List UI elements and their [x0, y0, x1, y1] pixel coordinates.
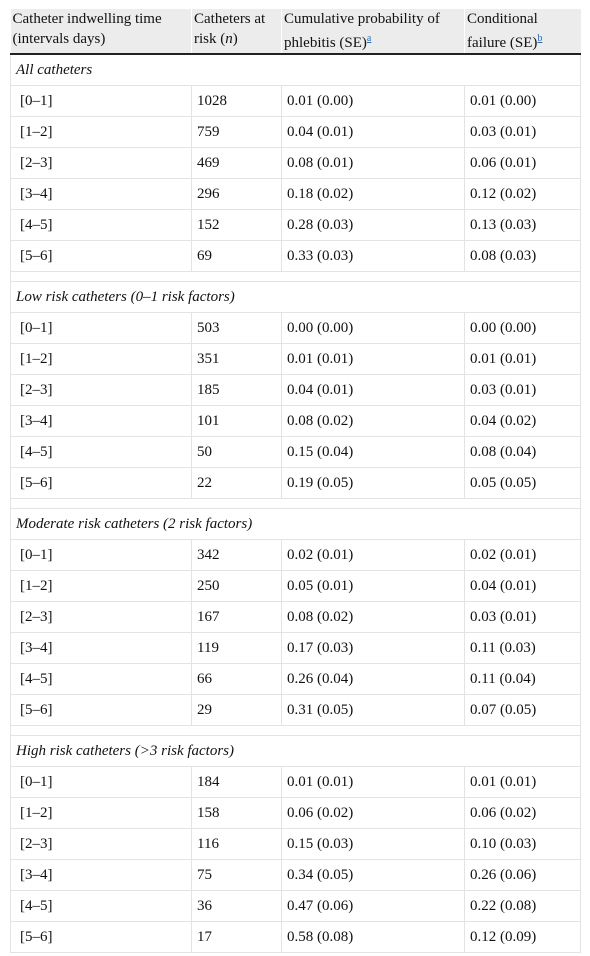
cumulative-probability-cell: 0.01 (0.01) — [282, 344, 465, 375]
header-catheters-at-risk — [192, 9, 282, 54]
table-row — [11, 210, 581, 241]
group-title: All catheters — [11, 54, 581, 86]
header-catheters-prefix: Catheters at risk ( — [194, 11, 266, 47]
interval-cell: [0–1] — [11, 540, 192, 571]
conditional-failure-cell: 0.11 (0.04) — [465, 664, 581, 695]
cumulative-probability-cell: 0.33 (0.03) — [282, 241, 465, 272]
group-spacer — [11, 726, 581, 736]
table-row — [11, 860, 581, 891]
group-heading-row — [11, 282, 581, 313]
conditional-failure-cell: 0.13 (0.03) — [465, 210, 581, 241]
interval-cell: [5–6] — [11, 922, 192, 953]
interval-cell: [2–3] — [11, 602, 192, 633]
group-heading-row — [11, 54, 581, 86]
table-row — [11, 241, 581, 272]
interval-cell: [3–4] — [11, 633, 192, 664]
interval-cell: [5–6] — [11, 695, 192, 726]
interval-cell: [1–2] — [11, 117, 192, 148]
interval-cell: [3–4] — [11, 406, 192, 437]
header-cumulative-label: Cumulative probability of phlebitis (SE) — [284, 11, 440, 51]
cumulative-probability-cell: 0.08 (0.02) — [282, 406, 465, 437]
table-row — [11, 117, 581, 148]
header-conditional-label: Conditional failure (SE) — [467, 11, 538, 51]
interval-cell: [4–5] — [11, 210, 192, 241]
cumulative-probability-cell: 0.15 (0.03) — [282, 829, 465, 860]
conditional-failure-cell: 0.01 (0.01) — [465, 344, 581, 375]
table-container — [10, 9, 580, 953]
interval-cell: [0–1] — [11, 313, 192, 344]
catheters-at-risk-cell: 167 — [192, 602, 282, 633]
table-body — [11, 54, 581, 953]
interval-cell: [1–2] — [11, 571, 192, 602]
interval-cell: [2–3] — [11, 148, 192, 179]
conditional-failure-cell: 0.00 (0.00) — [465, 313, 581, 344]
conditional-failure-cell: 0.03 (0.01) — [465, 602, 581, 633]
catheters-at-risk-cell: 75 — [192, 860, 282, 891]
catheters-at-risk-cell: 36 — [192, 891, 282, 922]
table-header — [11, 9, 581, 54]
table-row — [11, 602, 581, 633]
conditional-failure-cell: 0.26 (0.06) — [465, 860, 581, 891]
cumulative-probability-cell: 0.05 (0.01) — [282, 571, 465, 602]
table-row — [11, 344, 581, 375]
interval-cell: [4–5] — [11, 437, 192, 468]
catheters-at-risk-cell: 50 — [192, 437, 282, 468]
table-row — [11, 829, 581, 860]
conditional-failure-cell: 0.02 (0.01) — [465, 540, 581, 571]
conditional-failure-cell: 0.08 (0.04) — [465, 437, 581, 468]
cumulative-probability-cell: 0.47 (0.06) — [282, 891, 465, 922]
interval-cell: [5–6] — [11, 241, 192, 272]
cumulative-probability-cell: 0.06 (0.02) — [282, 798, 465, 829]
table-row — [11, 798, 581, 829]
catheters-at-risk-cell: 69 — [192, 241, 282, 272]
catheters-at-risk-cell: 22 — [192, 468, 282, 499]
conditional-failure-cell: 0.10 (0.03) — [465, 829, 581, 860]
table-row — [11, 695, 581, 726]
conditional-failure-cell: 0.03 (0.01) — [465, 117, 581, 148]
table-row — [11, 891, 581, 922]
cumulative-probability-cell: 0.26 (0.04) — [282, 664, 465, 695]
cumulative-probability-cell: 0.01 (0.01) — [282, 767, 465, 798]
spacer-cell — [11, 272, 581, 282]
catheters-at-risk-cell: 116 — [192, 829, 282, 860]
table-row — [11, 571, 581, 602]
spacer-cell — [11, 499, 581, 509]
interval-cell: [2–3] — [11, 829, 192, 860]
interval-cell: [1–2] — [11, 798, 192, 829]
table-row — [11, 922, 581, 953]
catheters-at-risk-cell: 342 — [192, 540, 282, 571]
conditional-failure-cell: 0.22 (0.08) — [465, 891, 581, 922]
header-cumulative-probability — [282, 9, 465, 54]
group-title: Low risk catheters (0–1 risk factors) — [11, 282, 581, 313]
header-conditional-failure — [465, 9, 581, 54]
table-row — [11, 148, 581, 179]
conditional-failure-cell: 0.01 (0.00) — [465, 86, 581, 117]
group-spacer — [11, 499, 581, 509]
conditional-failure-cell: 0.12 (0.09) — [465, 922, 581, 953]
interval-cell: [1–2] — [11, 344, 192, 375]
catheters-at-risk-cell: 351 — [192, 344, 282, 375]
cumulative-probability-cell: 0.02 (0.01) — [282, 540, 465, 571]
interval-cell: [3–4] — [11, 860, 192, 891]
catheters-at-risk-cell: 296 — [192, 179, 282, 210]
cumulative-probability-cell: 0.58 (0.08) — [282, 922, 465, 953]
catheters-at-risk-cell: 152 — [192, 210, 282, 241]
catheters-at-risk-cell: 503 — [192, 313, 282, 344]
catheters-at-risk-cell: 29 — [192, 695, 282, 726]
header-indwelling-time-label: Catheter indwelling time (intervals days) — [12, 11, 162, 47]
group-title: High risk catheters (>3 risk factors) — [11, 736, 581, 767]
catheters-at-risk-cell: 17 — [192, 922, 282, 953]
table-row — [11, 664, 581, 695]
interval-cell: [0–1] — [11, 767, 192, 798]
catheters-at-risk-cell: 184 — [192, 767, 282, 798]
cumulative-probability-cell: 0.08 (0.01) — [282, 148, 465, 179]
conditional-failure-cell: 0.08 (0.03) — [465, 241, 581, 272]
footnote-link-b[interactable]: b — [537, 33, 543, 44]
cumulative-probability-cell: 0.15 (0.04) — [282, 437, 465, 468]
interval-cell: [5–6] — [11, 468, 192, 499]
phlebitis-table — [10, 9, 581, 953]
cumulative-probability-cell: 0.00 (0.00) — [282, 313, 465, 344]
cumulative-probability-cell: 0.34 (0.05) — [282, 860, 465, 891]
group-heading-row — [11, 736, 581, 767]
cumulative-probability-cell: 0.08 (0.02) — [282, 602, 465, 633]
catheters-at-risk-cell: 66 — [192, 664, 282, 695]
table-row — [11, 540, 581, 571]
group-title: Moderate risk catheters (2 risk factors) — [11, 509, 581, 540]
interval-cell: [3–4] — [11, 179, 192, 210]
cumulative-probability-cell: 0.19 (0.05) — [282, 468, 465, 499]
conditional-failure-cell: 0.01 (0.01) — [465, 767, 581, 798]
spacer-cell — [11, 726, 581, 736]
conditional-failure-cell: 0.04 (0.01) — [465, 571, 581, 602]
conditional-failure-cell: 0.12 (0.02) — [465, 179, 581, 210]
cumulative-probability-cell: 0.01 (0.00) — [282, 86, 465, 117]
table-row — [11, 375, 581, 406]
conditional-failure-cell: 0.03 (0.01) — [465, 375, 581, 406]
table-row — [11, 313, 581, 344]
catheters-at-risk-cell: 1028 — [192, 86, 282, 117]
table-row — [11, 86, 581, 117]
catheters-at-risk-cell: 158 — [192, 798, 282, 829]
catheters-at-risk-cell: 250 — [192, 571, 282, 602]
header-row — [11, 9, 581, 54]
cumulative-probability-cell: 0.17 (0.03) — [282, 633, 465, 664]
table-row — [11, 633, 581, 664]
conditional-failure-cell: 0.06 (0.01) — [465, 148, 581, 179]
catheters-at-risk-cell: 185 — [192, 375, 282, 406]
cumulative-probability-cell: 0.04 (0.01) — [282, 117, 465, 148]
interval-cell: [4–5] — [11, 664, 192, 695]
catheters-at-risk-cell: 101 — [192, 406, 282, 437]
catheters-at-risk-cell: 119 — [192, 633, 282, 664]
header-catheters-suffix: ) — [232, 31, 238, 47]
interval-cell: [0–1] — [11, 86, 192, 117]
cumulative-probability-cell: 0.04 (0.01) — [282, 375, 465, 406]
table-row — [11, 437, 581, 468]
conditional-failure-cell: 0.04 (0.02) — [465, 406, 581, 437]
cumulative-probability-cell: 0.18 (0.02) — [282, 179, 465, 210]
table-row — [11, 468, 581, 499]
header-catheters-n: n — [225, 31, 233, 47]
conditional-failure-cell: 0.07 (0.05) — [465, 695, 581, 726]
conditional-failure-cell: 0.05 (0.05) — [465, 468, 581, 499]
conditional-failure-cell: 0.11 (0.03) — [465, 633, 581, 664]
table-row — [11, 406, 581, 437]
interval-cell: [2–3] — [11, 375, 192, 406]
interval-cell: [4–5] — [11, 891, 192, 922]
footnote-link-a[interactable]: a — [366, 33, 372, 44]
group-spacer — [11, 272, 581, 282]
table-row — [11, 179, 581, 210]
catheters-at-risk-cell: 469 — [192, 148, 282, 179]
group-heading-row — [11, 509, 581, 540]
table-row — [11, 767, 581, 798]
cumulative-probability-cell: 0.31 (0.05) — [282, 695, 465, 726]
header-indwelling-time — [11, 9, 192, 54]
cumulative-probability-cell: 0.28 (0.03) — [282, 210, 465, 241]
conditional-failure-cell: 0.06 (0.02) — [465, 798, 581, 829]
catheters-at-risk-cell: 759 — [192, 117, 282, 148]
